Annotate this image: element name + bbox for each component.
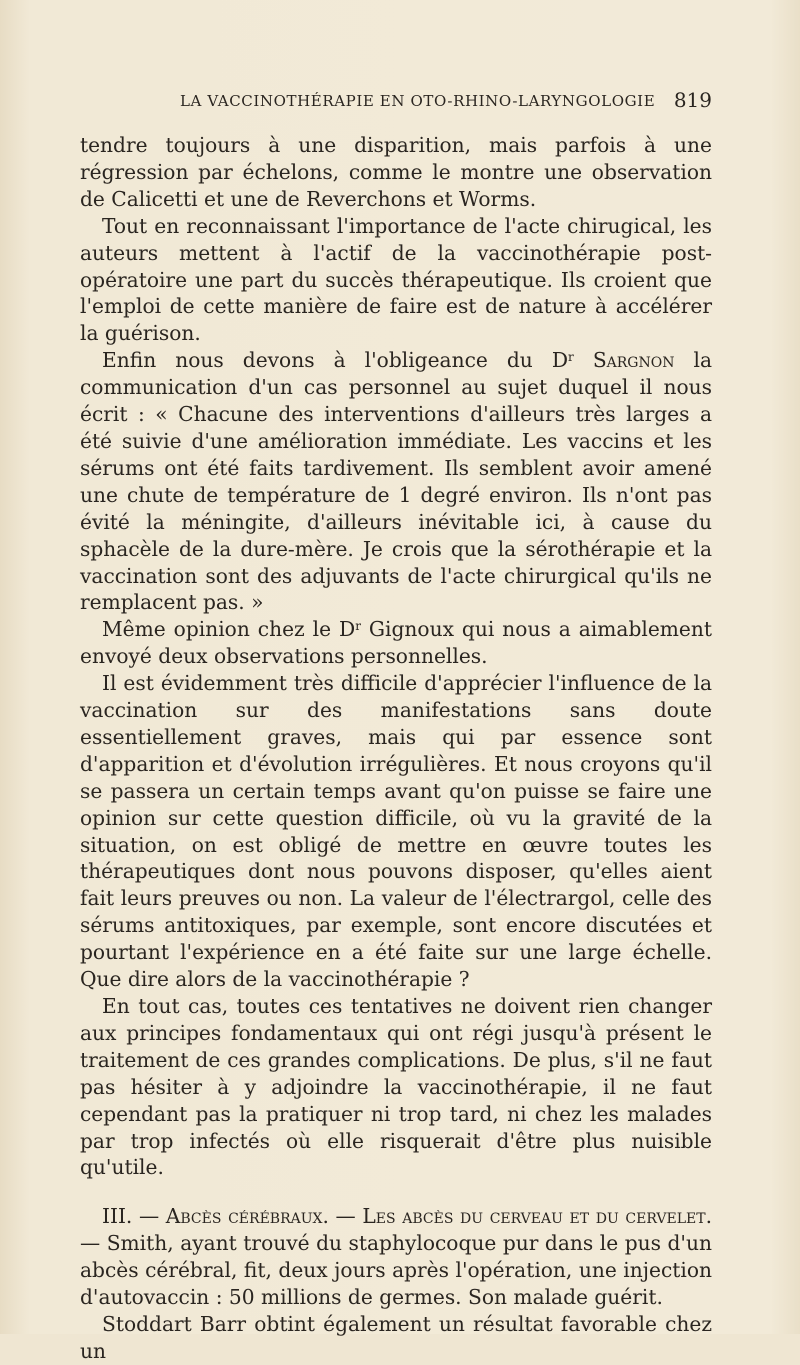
paragraph-4: [80, 616, 712, 670]
section-heading: III. — Abcès cérébraux. — Les abcès du cerveau et du cervelet.: [102, 1204, 712, 1229]
paragraph-4-rest: Gignoux qui nous a aimablement envoyé deux observations personnelles.: [80, 617, 712, 669]
paragraph-5: Il est évidemment très difficile d'apprécier l'influence de la vaccination sur des manifestations sans doute essentiellement graves, mais qui par essence sont d'apparition et d'évolution irrégulières. Et nous croyons qu'il se passera un certain temps avant qu'on puisse se faire une opinion sur cette question difficile, où vu la gravité de la situation, on est obligé de mettre en œuvre toutes les thérapeutiques dont nous pouvons disposer, qu'elles aient fait leurs preuves ou non. La valeur de l'électrargol, celle des sérums antitoxiques, par exemple, sont encore discutées et pourtant l'expérience en a été faite sur une large échelle. Que dire alors de la vaccinothérapie ?: [80, 671, 712, 992]
paragraph-7-rest: — Smith, ayant trouvé du staphylocoque pur dans le pus d'un abcès cérébral, fit, deux jours après l'opération, une injection d'autovaccin : 50 millions de germes. Son malade guérit.: [80, 1231, 712, 1310]
paragraph-4-start: Même opinion chez le D: [102, 617, 356, 642]
paragraph-6: En tout cas, toutes ces tentatives ne doivent rien changer aux principes fondamentaux qui ont régi jusqu'à présent le traitement de ces grandes complications. De plus, s'il ne faut pas hésiter à y adjoindre la vaccinothérapie, il ne faut cependant pas la pratiquer ni trop tard, ni chez les malades par trop infectés où elle risquerait d'être plus nuisible qu'utile.: [80, 994, 712, 1180]
running-title: LA VACCINOTHÉRAPIE EN OTO-RHINO-LARYNGOLOGIE: [180, 92, 656, 110]
paragraph-3-rest: la communication d'un cas personnel au sujet duquel il nous écrit : « Chacune des interventions d'ailleurs très larges a été suivie d'une amélioration immédiate. Les vaccins et les sérums ont été faits tardivement. Ils semblent avoir amené une chute de température de 1 degré environ. Ils n'ont pas évité la méningite, d'ailleurs inévitable ici, à cause du sphacèle de la dure-mère. Je crois que la sérothérapie et la vaccination sont des adjuvants de l'acte chirurgical qu'ils ne remplacent pas. »: [80, 348, 712, 615]
paragraph-8: Stoddart Barr obtint également un résultat favorable chez un: [80, 1311, 712, 1363]
paragraph-3: [80, 347, 712, 616]
paragraph-1: tendre toujours à une disparition, mais parfois à une régression par échelons, comme le montre une observation de Calicetti et une de Reverchons et Worms.: [80, 133, 712, 211]
doctor-superscript: r: [355, 619, 361, 634]
paragraph-7: [80, 1203, 712, 1311]
author-name-sargnon: Sargnon: [592, 348, 675, 373]
paragraph-3-start: Enfin nous devons à l'obligeance du D: [102, 348, 569, 373]
paragraph-2: Tout en reconnaissant l'importance de l'acte chirugical, les auteurs mettent à l'actif de la vaccinothérapie post-opératoire une part du succès thérapeutique. Ils croient que l'emploi de cette manière de faire est de nature à accélérer la guérison.: [80, 213, 712, 346]
doctor-superscript: r: [568, 350, 574, 365]
page-number: 819: [673, 88, 712, 112]
body-text: [80, 132, 712, 1365]
page-header: [100, 88, 712, 116]
